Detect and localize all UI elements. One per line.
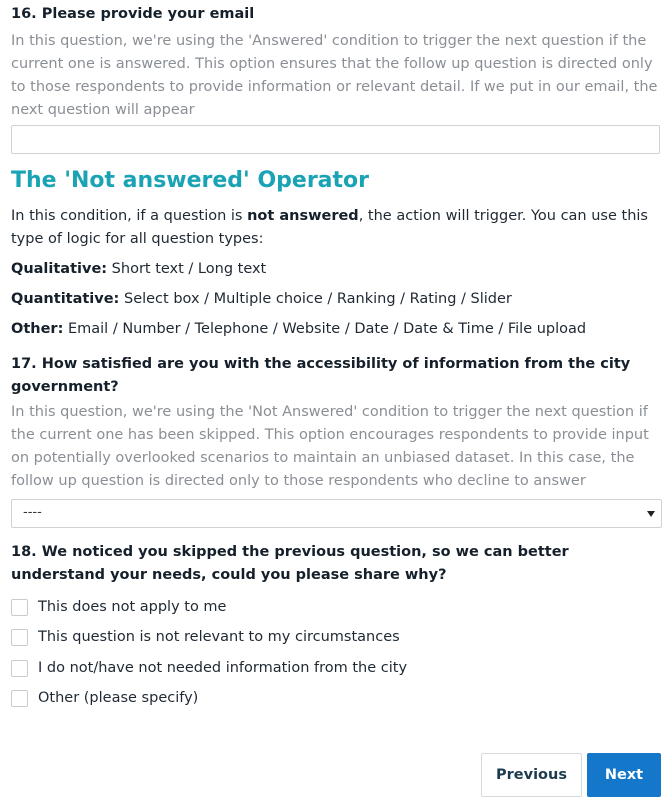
question-16-title: 16. Please provide your email [11,6,255,22]
checkbox[interactable] [11,599,28,616]
previous-button[interactable]: Previous [481,753,582,797]
checkbox[interactable] [11,660,28,677]
quantitative-line [11,288,666,311]
select-value: ---- [23,505,42,520]
qualitative-label: Qualitative: [11,261,108,277]
option-not-apply[interactable] [11,596,226,618]
option-not-relevant[interactable] [11,626,400,648]
other-label: Other: [11,321,64,337]
checkbox[interactable] [11,629,28,646]
checkbox[interactable] [11,690,28,707]
question-17-title: 17. How satisfied are you with the accessibility of information from the city government? [11,356,631,395]
question-16-description: In this question, we're using the 'Answered' condition to trigger the next question if the current one is answered. This option ensures that the follow up question is directed only to those respondents to provide information or relevant detail. If we put in our email, the next question will appear [11,33,658,118]
qualitative-text: Short text / Long text [107,261,267,277]
option-label: This question is not relevant to my circumstances [38,629,400,645]
intro-post: , the action will trigger. You can use this type of logic for all question types: [11,208,648,247]
next-button[interactable]: Next [587,753,661,797]
section-heading: The 'Not answered' Operator [11,168,369,193]
option-label: This does not apply to me [38,599,227,615]
option-label: I do not/have not needed information from the city [38,660,408,676]
question-18-title: 18. We noticed you skipped the previous question, so we can better understand your needs, could you please share why? [11,544,569,583]
other-line [11,318,666,341]
intro-pre: In this condition, if a question is [11,208,248,224]
quantitative-text: Select box / Multiple choice / Ranking / Rating / Slider [119,291,512,307]
option-label: Other (please specify) [38,690,199,706]
other-text: Email / Number / Telephone / Website / Date / Date & Time / File upload [63,321,587,337]
option-other[interactable] [11,687,198,709]
caret-down-icon [647,511,655,517]
email-input[interactable] [11,125,660,154]
intro-bold: not answered [247,208,359,224]
qualitative-line [11,258,666,281]
section-intro [11,205,666,251]
question-17-description: In this question, we're using the 'Not Answered' condition to trigger the next question if the current one has been skipped. This option encourages respondents to provide input on potentially overlooked scenarios to maintain an unbiased dataset. In this case, the follow up question is directed only to those respondents who decline to answer [11,404,649,489]
option-not-needed[interactable] [11,657,407,679]
satisfaction-select[interactable] [11,499,662,528]
quantitative-label: Quantitative: [11,291,120,307]
